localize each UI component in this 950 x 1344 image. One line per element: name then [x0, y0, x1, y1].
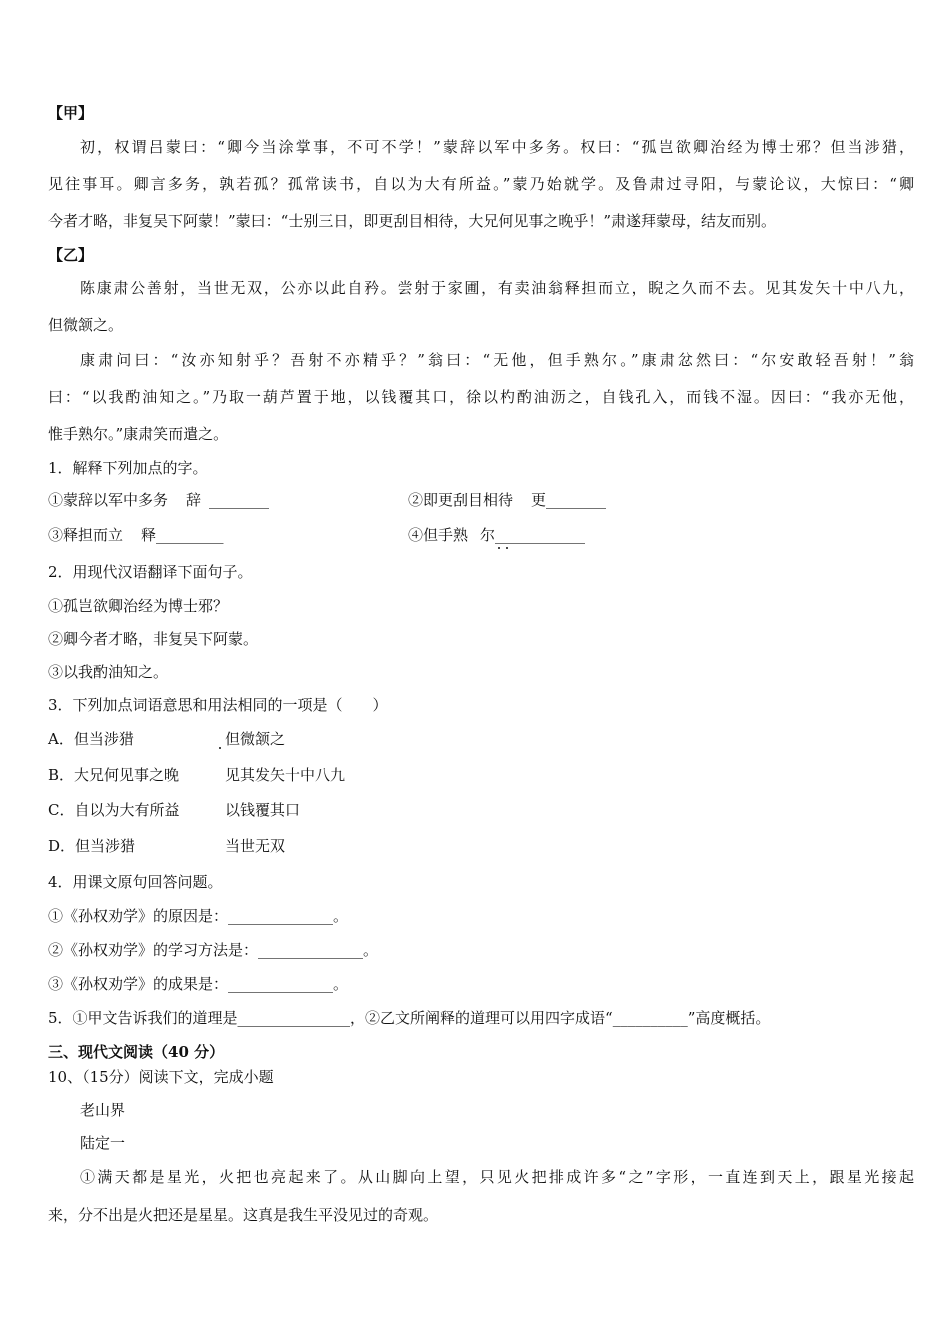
q4-item-1: ①《孙权劝学》的原因是：______________。	[48, 907, 349, 925]
q1-item-3: ③释担而立	[48, 526, 124, 544]
q3-option-c-label: C．自以为大有所益	[48, 801, 180, 819]
q1-row-2	[48, 525, 914, 545]
section-3-heading: 三、现代文阅读（40 分）	[48, 1043, 225, 1061]
q1-item-4-blank[interactable]: ____________	[495, 526, 586, 544]
q1-stem: 1．解释下列加点的字。	[48, 459, 208, 477]
q4-stem: 4．用课文原句回答问题。	[48, 873, 223, 891]
passage-a-heading: 【甲】	[48, 104, 94, 122]
q2-item-3: ③以我酌油知之。	[48, 663, 169, 681]
q3-option-a-label: A．但当涉猎	[48, 730, 134, 748]
q1-row-1	[48, 490, 914, 510]
q1-item-4-group	[408, 525, 585, 545]
q3-stem: 3．下列加点词语意思和用法相同的一项是（ ）	[48, 696, 388, 714]
q3-option-b-right: 见其发矢十中八九	[225, 766, 346, 784]
q3-option-b[interactable]	[48, 765, 914, 785]
q1-item-1-char: 辞	[186, 491, 202, 509]
q3-option-c[interactable]	[48, 800, 914, 820]
q2-item-1: ①孤岂欲卿治经为博士邪？	[48, 597, 229, 615]
article-para-line-1: ①满天都是星光，火把也亮起来了。从山脚向上望，只见火把排成许多“之”字形，一直连到天上，跟星光接起	[80, 1168, 914, 1186]
q1-item-4: ④但手熟	[408, 526, 469, 544]
q1-item-3-char: 释	[141, 526, 157, 544]
q1-item-4-char: 尔	[480, 526, 496, 544]
passage-b-line-2: 但微颔之。	[48, 316, 124, 334]
emphasis-dot	[219, 747, 221, 749]
q2-item-2: ②卿今者才略，非复吴下阿蒙。	[48, 630, 259, 648]
passage-a-line-2: 见往事耳。卿言多务，孰若孤？孤常读书，自以为大有所益。”蒙乃始就学。及鲁肃过寻阳，与蒙论议，大惊曰：“卿	[48, 175, 914, 193]
article-author: 陆定一	[80, 1134, 126, 1152]
q3-option-d-label: D．但当涉猎	[48, 837, 136, 855]
article-para-line-2: 来，分不出是火把还是星星。这真是我生平没见过的奇观。	[48, 1206, 439, 1224]
q2-stem: 2．用现代汉语翻译下面句子。	[48, 563, 253, 581]
q1-item-3-blank[interactable]: _________	[156, 526, 224, 544]
q3-option-d-right: 当世无双	[225, 837, 286, 855]
q3-option-d[interactable]	[48, 836, 914, 856]
q3-option-b-label: B．大兄何见事之晚	[48, 766, 180, 784]
q5-text: 5．①甲文告诉我们的道理是_______________，②乙文所阐释的道理可以用四字成语“__________”高度概括。	[48, 1009, 771, 1027]
passage-b-line-5: 惟手熟尔。”康肃笑而遣之。	[48, 425, 229, 443]
passage-a-line-3: 今者才略，非复吴下阿蒙！”蒙曰：“士别三日，即更刮目相待，大兄何见事之晚乎！”肃遂拜蒙母，结友而别。	[48, 212, 777, 230]
passage-b-line-4: 曰：“以我酌油知之。”乃取一葫芦置于地，以钱覆其口，徐以杓酌油沥之，自钱孔入，而钱不湿。因曰：“我亦无他，	[48, 388, 914, 406]
q1-item-1-blank[interactable]: ________	[209, 491, 270, 509]
q1-item-2-blank[interactable]: ________	[546, 491, 607, 509]
q1-item-2: ②即更刮目相待	[408, 491, 514, 509]
q3-option-c-right: 以钱覆其口	[225, 801, 301, 819]
q1-item-2-group	[408, 490, 606, 510]
passage-b-line-3: 康肃问曰：“汝亦知射乎？吾射不亦精乎？”翁曰：“无他，但手熟尔。”康肃忿然曰：“尔安敢轻吾射！”翁	[80, 351, 914, 369]
q3-option-a-right: 但微颔之	[225, 730, 286, 748]
q1-item-1: ①蒙辞以军中多务	[48, 491, 169, 509]
q3-option-a[interactable]	[48, 729, 914, 749]
passage-b-heading: 【乙】	[48, 246, 94, 264]
emphasis-dot	[498, 547, 500, 549]
q4-item-3: ③《孙权劝学》的成果是：______________。	[48, 975, 349, 993]
q1-item-2-char: 更	[531, 491, 547, 509]
q4-item-2: ②《孙权劝学》的学习方法是：______________。	[48, 941, 379, 959]
article-title: 老山界	[80, 1101, 126, 1119]
emphasis-dot	[506, 547, 508, 549]
q10-stem: 10、（15分）阅读下文，完成小题	[48, 1068, 274, 1086]
passage-b-line-1: 陈康肃公善射，当世无双，公亦以此自矜。尝射于家圃，有卖油翁释担而立，睨之久而不去。见其发矢十中八九，	[80, 279, 914, 297]
passage-a-line-1: 初，权谓吕蒙曰：“卿今当涂掌事，不可不学！”蒙辞以军中多务。权曰：“孤岂欲卿治经为博士邪？但当涉猎，	[80, 138, 914, 156]
